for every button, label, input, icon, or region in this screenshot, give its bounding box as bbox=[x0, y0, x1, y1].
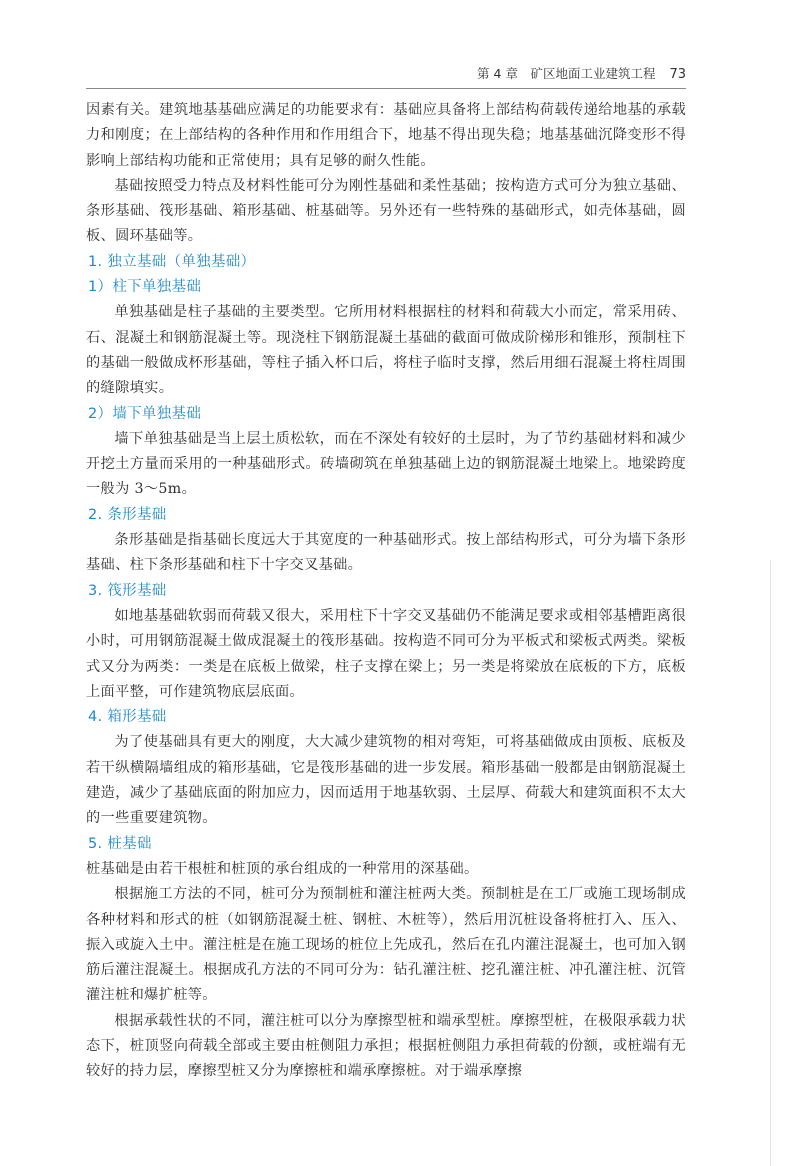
paragraph-column-footing: 单独基础是柱子基础的主要类型。它所用材料根据柱的材料和荷载大小而定，常采用砖、石、混凝土和钢筋混凝土等。现浇柱下钢筋混凝土基础的截面可做成阶梯形和锥形，预制柱下的基础一般做成杯形基础，等柱子插入杯口后，将柱子临时支撑，然后用细石混凝土将柱周围的缝隙填实。 bbox=[86, 304, 686, 397]
paragraph-raft-foundation: 如地基基础软弱而荷载又很大，采用柱下十字交叉基础仍不能满足要求或相邻基槽距离很小时，可用钢筋混凝土做成混凝土的筏形基础。按构造不同可分为平板式和梁板式两类。梁板式又分为两类：一类是在底板上做梁，柱子支撑在梁上；另一类是将梁放在底板的下方，底板上面平整，可作建筑物底层底面。 bbox=[86, 607, 686, 700]
paragraph-strip-footing: 条形基础是指基础长度远大于其宽度的一种基础形式。按上部结构形式，可分为墙下条形基础、柱下条形基础和柱下十字交叉基础。 bbox=[86, 532, 686, 574]
paragraph-continued: 因素有关。建筑地基基础应满足的功能要求有：基础应具备将上部结构荷载传递给地基的承载力和刚度；在上部结构的各种作用和作用组合下，地基不得出现失稳；地基基础沉降变形不得影响上部结构功能和正常使用；具有足够的耐久性能。 bbox=[86, 102, 686, 169]
chapter-title: 第 4 章 矿区地面工业建筑工程 bbox=[477, 66, 656, 81]
paragraph-foundation-types: 基础按照受力特点及材料性能可分为刚性基础和柔性基础；按构造方式可分为独立基础、条形基础、筏形基础、箱形基础、桩基础等。另外还有一些特殊的基础形式，如壳体基础，圆板、圆环基础等。 bbox=[86, 177, 686, 245]
paragraph-wall-footing: 墙下单独基础是当上层土质松软，而在不深处有较好的土层时，为了节约基础材料和减少开挖土方量而采用的一种基础形式。砖墙砌筑在单独基础上边的钢筋混凝土地梁上。地梁跨度一般为 3～5m。 bbox=[86, 430, 686, 498]
heading-pile-foundation: 5. 桩基础 bbox=[88, 835, 152, 852]
subheading-wall-footing: 2）墙下单独基础 bbox=[88, 405, 202, 422]
page-edge-line bbox=[770, 560, 771, 1166]
page-number: 73 bbox=[669, 67, 686, 82]
heading-raft-foundation: 3. 筏形基础 bbox=[88, 582, 167, 599]
header-divider bbox=[86, 88, 686, 89]
paragraph-pile-bearing: 根据承载性状的不同，灌注桩可以分为摩擦型桩和端承型桩。摩擦型桩，在极限承载力状态下，桩顶竖向荷载全部或主要由桩侧阻力承担；根据桩侧阻力承担荷载的份额，或桩端有无较好的持力层，摩擦型桩又分为摩擦桩和端承摩擦桩。对于端承摩擦 bbox=[86, 1012, 686, 1080]
heading-isolated-footing: 1. 独立基础（单独基础） bbox=[88, 253, 256, 270]
page-body bbox=[86, 98, 686, 1085]
heading-box-foundation: 4. 箱形基础 bbox=[88, 709, 167, 726]
paragraph-pile-definition: 桩基础是由若干根桩和桩顶的承台组成的一种常用的深基础。 bbox=[86, 860, 479, 877]
paragraph-box-foundation: 为了使基础具有更大的刚度，大大减少建筑物的相对弯矩，可将基础做成由顶板、底板及若干纵横隔墙组成的箱形基础，它是筏形基础的进一步发展。箱形基础一般都是由钢筋混凝土建造，减少了基础底面的附加应力，因而适用于地基软弱、土层厚、荷载大和建筑面积不太大的一些重要建筑物。 bbox=[86, 734, 686, 827]
heading-strip-footing: 2. 条形基础 bbox=[88, 506, 167, 523]
running-header bbox=[86, 64, 686, 84]
paragraph-pile-construction: 根据施工方法的不同，桩可分为预制桩和灌注桩两大类。预制桩是在工厂或施工现场制成各种材料和形式的桩（如钢筋混凝土桩、钢桩、木桩等），然后用沉桩设备将桩打入、压入、振入或旋入土中。灌注桩是在施工现场的桩位上先成孔，然后在孔内灌注混凝土，也可加入钢筋后灌注混凝土。根据成孔方法的不同可分为：钻孔灌注桩、挖孔灌注桩、冲孔灌注桩、沉管灌注桩和爆扩桩等。 bbox=[86, 886, 686, 1004]
subheading-column-footing: 1）柱下单独基础 bbox=[88, 279, 202, 296]
